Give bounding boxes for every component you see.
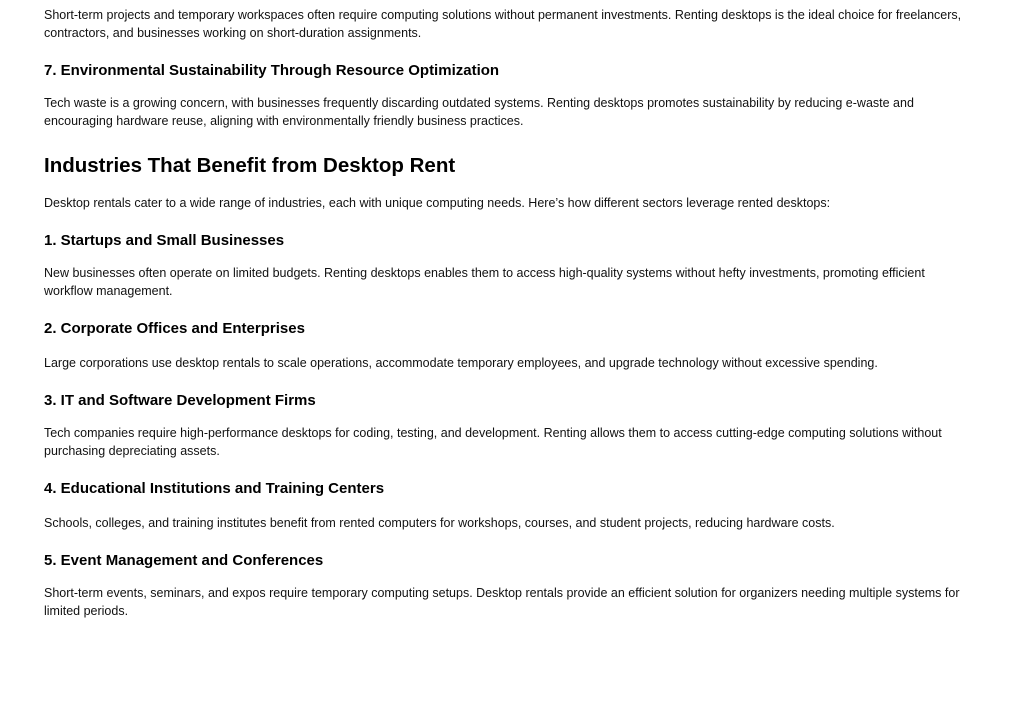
- industry-4-heading: 4. Educational Institutions and Training Centers: [44, 480, 385, 497]
- industry-2-body: Large corporations use desktop rentals to scale operations, accommodate temporary employees, and upgrade technology without excessive spending.: [44, 356, 878, 370]
- section-7-heading: 7. Environmental Sustainability Through Resource Optimization: [44, 62, 500, 79]
- industries-heading: Industries That Benefit from Desktop Rent: [44, 154, 456, 177]
- industry-1-body: New businesses often operate on limited budgets. Renting desktops enables them to access high-quality systems without hefty investments, promoting efficient workflow management.: [44, 266, 925, 298]
- industry-3-body: Tech companies require high-performance desktops for coding, testing, and development. Renting allows them to access cutting-edge computing solutions without purchasing depreciating assets.: [44, 426, 942, 458]
- industry-5-heading: 5. Event Management and Conferences: [44, 552, 324, 569]
- industry-5-body: Short-term events, seminars, and expos require temporary computing setups. Desktop rentals provide an efficient solution for organizers needing multiple systems for limited periods.: [44, 586, 960, 618]
- section-7-body: Tech waste is a growing concern, with businesses frequently discarding outdated systems. Renting desktops promotes sustainability by reducing e-waste and encouraging hardware reuse, aligning with environmentally friendly business practices.: [44, 96, 914, 128]
- industry-4-body: Schools, colleges, and training institutes benefit from rented computers for workshops, courses, and student projects, reducing hardware costs.: [44, 516, 835, 530]
- industry-1-heading: 1. Startups and Small Businesses: [44, 232, 285, 249]
- industry-3-heading: 3. IT and Software Development Firms: [44, 392, 316, 409]
- intro-paragraph: Short-term projects and temporary workspaces often require computing solutions without permanent investments. Renting desktops is the ideal choice for freelancers, contractors, and businesses working on short-duration assignments.: [44, 8, 962, 40]
- industry-2-heading: 2. Corporate Offices and Enterprises: [44, 320, 305, 337]
- industries-intro: Desktop rentals cater to a wide range of industries, each with unique computing needs. Here’s how different sectors leverage rented desktops:: [44, 196, 831, 210]
